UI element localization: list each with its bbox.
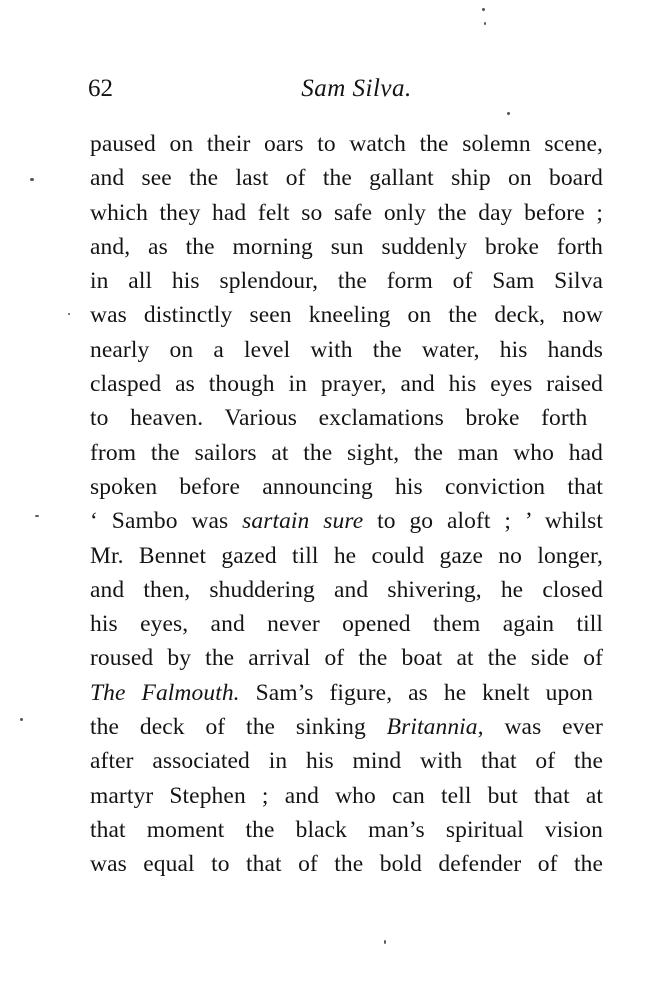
text-segment: paused on their oars to watch the solemn scene, [90, 131, 603, 157]
text-segment: and see the last of the gallant ship on board [90, 165, 603, 192]
text-line [90, 264, 603, 298]
text-segment: that moment the black man’s spiritual vision [90, 816, 603, 843]
text-segment: was ever [483, 714, 603, 741]
scan-speck [20, 718, 23, 721]
text-line [90, 127, 603, 161]
text-line [90, 779, 603, 813]
text-line [90, 298, 603, 332]
text-line [90, 607, 603, 641]
text-segment: in all his splendour, the form of Sam Silva [90, 268, 603, 295]
text-segment: was distinctly seen kneeling on the deck, now [90, 302, 603, 329]
text-segment: ‘ Sambo was [90, 508, 243, 535]
text-line [90, 676, 603, 710]
text-segment: clasped as though in prayer, and his eyes raised [90, 371, 603, 398]
text-line [90, 847, 603, 881]
text-line [90, 539, 603, 573]
text-line [90, 161, 603, 195]
text-segment: and then, shuddering and shivering, he closed [90, 576, 603, 603]
text-line [90, 333, 603, 367]
text-segment: roused by the arrival of the boat at the side of [90, 645, 603, 672]
page-number: 62 [88, 75, 113, 102]
text-line [90, 401, 603, 435]
text-segment: was equal to that of the bold defender of the [90, 851, 603, 878]
text-line [90, 470, 603, 504]
scan-speck [484, 22, 486, 25]
scan-speck [35, 515, 39, 517]
text-line [90, 813, 603, 847]
scan-speck [482, 8, 485, 11]
text-line [90, 744, 603, 778]
text-segment: martyr Stephen ; and who can tell but that at [90, 782, 603, 809]
text-segment: after associated in his mind with that of the [90, 748, 603, 775]
text-line [90, 436, 603, 470]
text-segment: the deck of the sinking [90, 714, 387, 741]
text-line [90, 504, 603, 538]
running-head [88, 72, 605, 106]
text-segment: Sam’s figure, as he knelt upon [239, 679, 594, 706]
text-segment: Mr. Bennet gazed till he could gaze no longer, [90, 542, 603, 569]
scan-speck [507, 112, 510, 115]
text-line [90, 230, 603, 264]
running-title: Sam Silva. [301, 75, 412, 102]
text-segment: to go aloft ; ’ whilst [363, 508, 603, 535]
body-text [90, 127, 603, 882]
text-line [90, 367, 603, 401]
text-line [90, 710, 603, 744]
text-segment: which they had felt so safe only the day before ; [90, 199, 603, 226]
scan-speck [384, 940, 386, 944]
scan-speck [68, 313, 70, 315]
scan-speck [30, 178, 34, 181]
italic-text-segment: sartain sure [242, 508, 364, 535]
text-line [90, 573, 603, 607]
text-segment: spoken before announcing his conviction that [90, 473, 603, 500]
text-line [90, 196, 603, 230]
italic-text-segment: Britannia, [386, 714, 484, 741]
text-segment: nearly on a level with the water, his hands [90, 336, 603, 363]
text-line [90, 641, 603, 675]
text-segment: his eyes, and never opened them again till [90, 611, 603, 638]
text-segment: and, as the morning sun suddenly broke forth [90, 233, 603, 260]
text-segment: to heaven. Various exclamations broke forth [90, 405, 588, 432]
italic-text-segment: The Falmouth. [90, 679, 240, 706]
text-segment: from the sailors at the sight, the man who had [90, 439, 603, 466]
